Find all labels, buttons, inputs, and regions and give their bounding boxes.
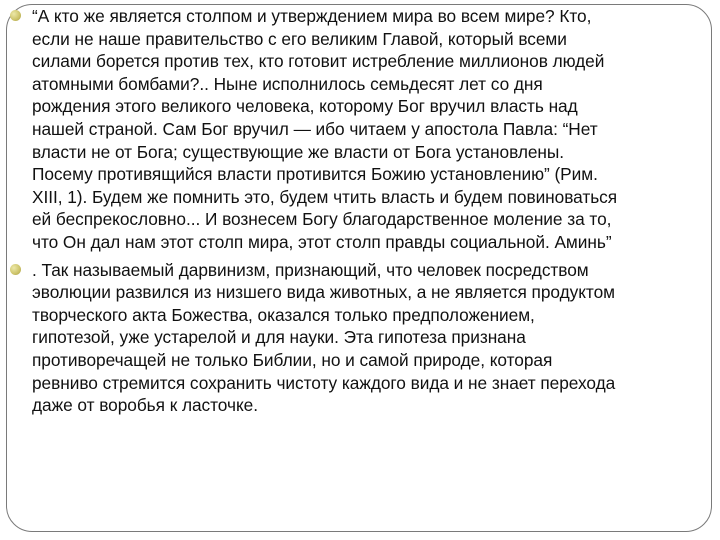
bullet-item-quote <box>8 5 712 254</box>
bullet-item-darwinism <box>8 259 712 417</box>
bullet-dot-icon <box>10 10 21 21</box>
bullet-text-quote: “А кто же является столпом и утверждением мира во всем мире? Кто, если не наше правительство с его великим Главой, который всеми силами борется против тех, кто готовит истребление миллионов людей атомными бомбами?.. Ныне исполнилось семьдесят лет со дня рождения этого великого человека, которому Бог вручил власть над нашей страной. Сам Бог вручил — ибо читаем у апостола Павла: “Нет власти не от Бога; существующие же власти от Бога установлены. Посему противящийся власти противится Божию установлению” (Рим. XIII, 1). Будем же помнить это, будем чтить власть и будем повиноваться ей беспрекословно... И вознесем Богу благодарственное моление за то, что Он дал нам этот столп мира, этот столп правды социальной. Аминь” <box>32 6 618 252</box>
bullet-list <box>8 5 712 422</box>
bullet-dot-icon <box>10 264 21 275</box>
bullet-text-darwinism: . Так называемый дарвинизм, признающий, что человек посредством эволюции развился из низшего вида животных, а не является продуктом творческого акта Божества, оказался только предположением, гипотезой, уже устарелой и для науки. Эта гипотеза признана противоречащей не только Библии, но и самой природе, которая ревниво стремится сохранить чистоту каждого вида и не знает перехода даже от воробья к ласточке. <box>32 259 616 416</box>
